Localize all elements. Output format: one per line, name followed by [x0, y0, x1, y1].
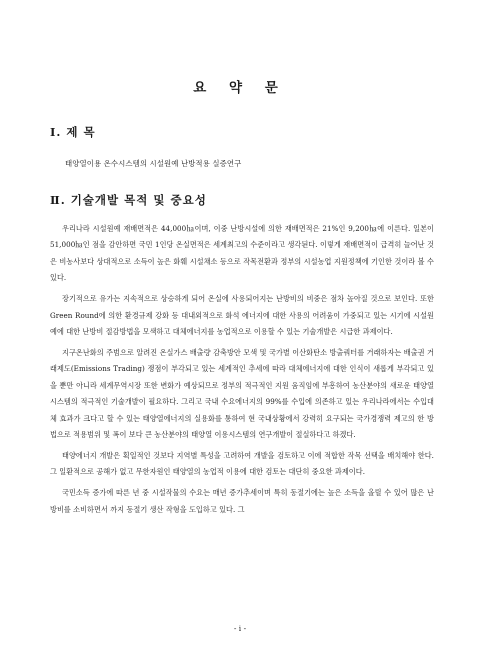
body-text	[50, 221, 434, 523]
paragraph: 국민소득 증가에 따른 년 중 시설작물의 수요는 매년 증가추세이며 특히 동절기에는 높은 소득을 올릴 수 있어 많은 난방비를 소비하면서 까지 동절기 생산 작형을 도입하고 있다. 그	[50, 488, 434, 514]
document-title: 요 약 문	[193, 80, 287, 96]
section-heading-title: Ⅰ. 제 목	[50, 125, 96, 139]
paragraph: 태양에너지 개발은 획일적인 것보다 지역별 특성을 고려하여 개발을 검토하고 이에 적합한 작목 선택을 배치해야 한다. 그 일환적으로 공해가 없고 무한자원인 태양열의 농업적 이용에 대한 검토는 대단히 중요한 과제이다.	[50, 451, 434, 477]
paragraph: 우리나라 시설원예 재배면적은 44,000㏊이며, 이중 난방시설에 의한 재배면적은 21%인 9,200㏊에 이른다. 일본이 51,000㏊인 점을 감안하면 국민 1인당 온실면적은 세계최고의 수준이라고 생각된다. 이렇게 재배면적이 급격히 늘어난 것은 비농사보다 상대적으로 소득이 높은 화훼 시설채소 등으로 작목전환과 정부의 시설농업 지원정책에 기인한 것이라 볼 수 있다.	[50, 224, 434, 283]
research-title: 태양열이용 온수시스템의 시설원예 난방적용 실증연구	[65, 159, 242, 168]
paragraph: 지구온난화의 주범으로 알려진 온실가스 배출량 감축방안 모색 및 국가별 이산화탄소 방출쿼터를 거래하자는 배출권 거래제도(Emissions Trading) 쟁점이 부각되고 있는 세계적인 추세에 따라 대체에너지에 대한 인식이 새롭게 부각되고 있을 뿐만 아니라 세계무역시장 또한 변화가 예상되므로 정부의 적극적인 지원 움직임에 부흥하여 농산분야의 새로운 태양열시스템의 적극적인 기술개발이 필요하다. 그리고 국내 수요에너지의 99%를 수입에 의존하고 있는 우리나라에서는 수입대체 효과가 크다고 할 수 있는 태양열에너지의 실용화를 통하여 현 국내상황에서 강력히 요구되는 국가경쟁력 제고의 한 방법으로 적용범위 및 폭이 보다 큰 농산분야의 태양열 이용시스템의 연구개발이 절실하다고 하겠다.	[50, 348, 434, 440]
paragraph: 장기적으로 유가는 지속적으로 상승하게 되어 온실에 사용되어지는 난방비의 비중은 점차 높아질 것으로 보인다. 또한 Green Round에 의한 환경규제 강화 등 대내외적으로 화석 에너지에 대한 사용의 어려움이 가중되고 있는 시기에 시설원예에 대한 난방비 절감방법을 모색하고 대체에너지를 농업적으로 이용할 수 있는 기술개발은 시급한 과제이다.	[50, 294, 434, 337]
page-number: - i -	[233, 624, 247, 633]
section-heading-purpose: Ⅱ. 기술개발 목적 및 중요성	[50, 193, 207, 207]
